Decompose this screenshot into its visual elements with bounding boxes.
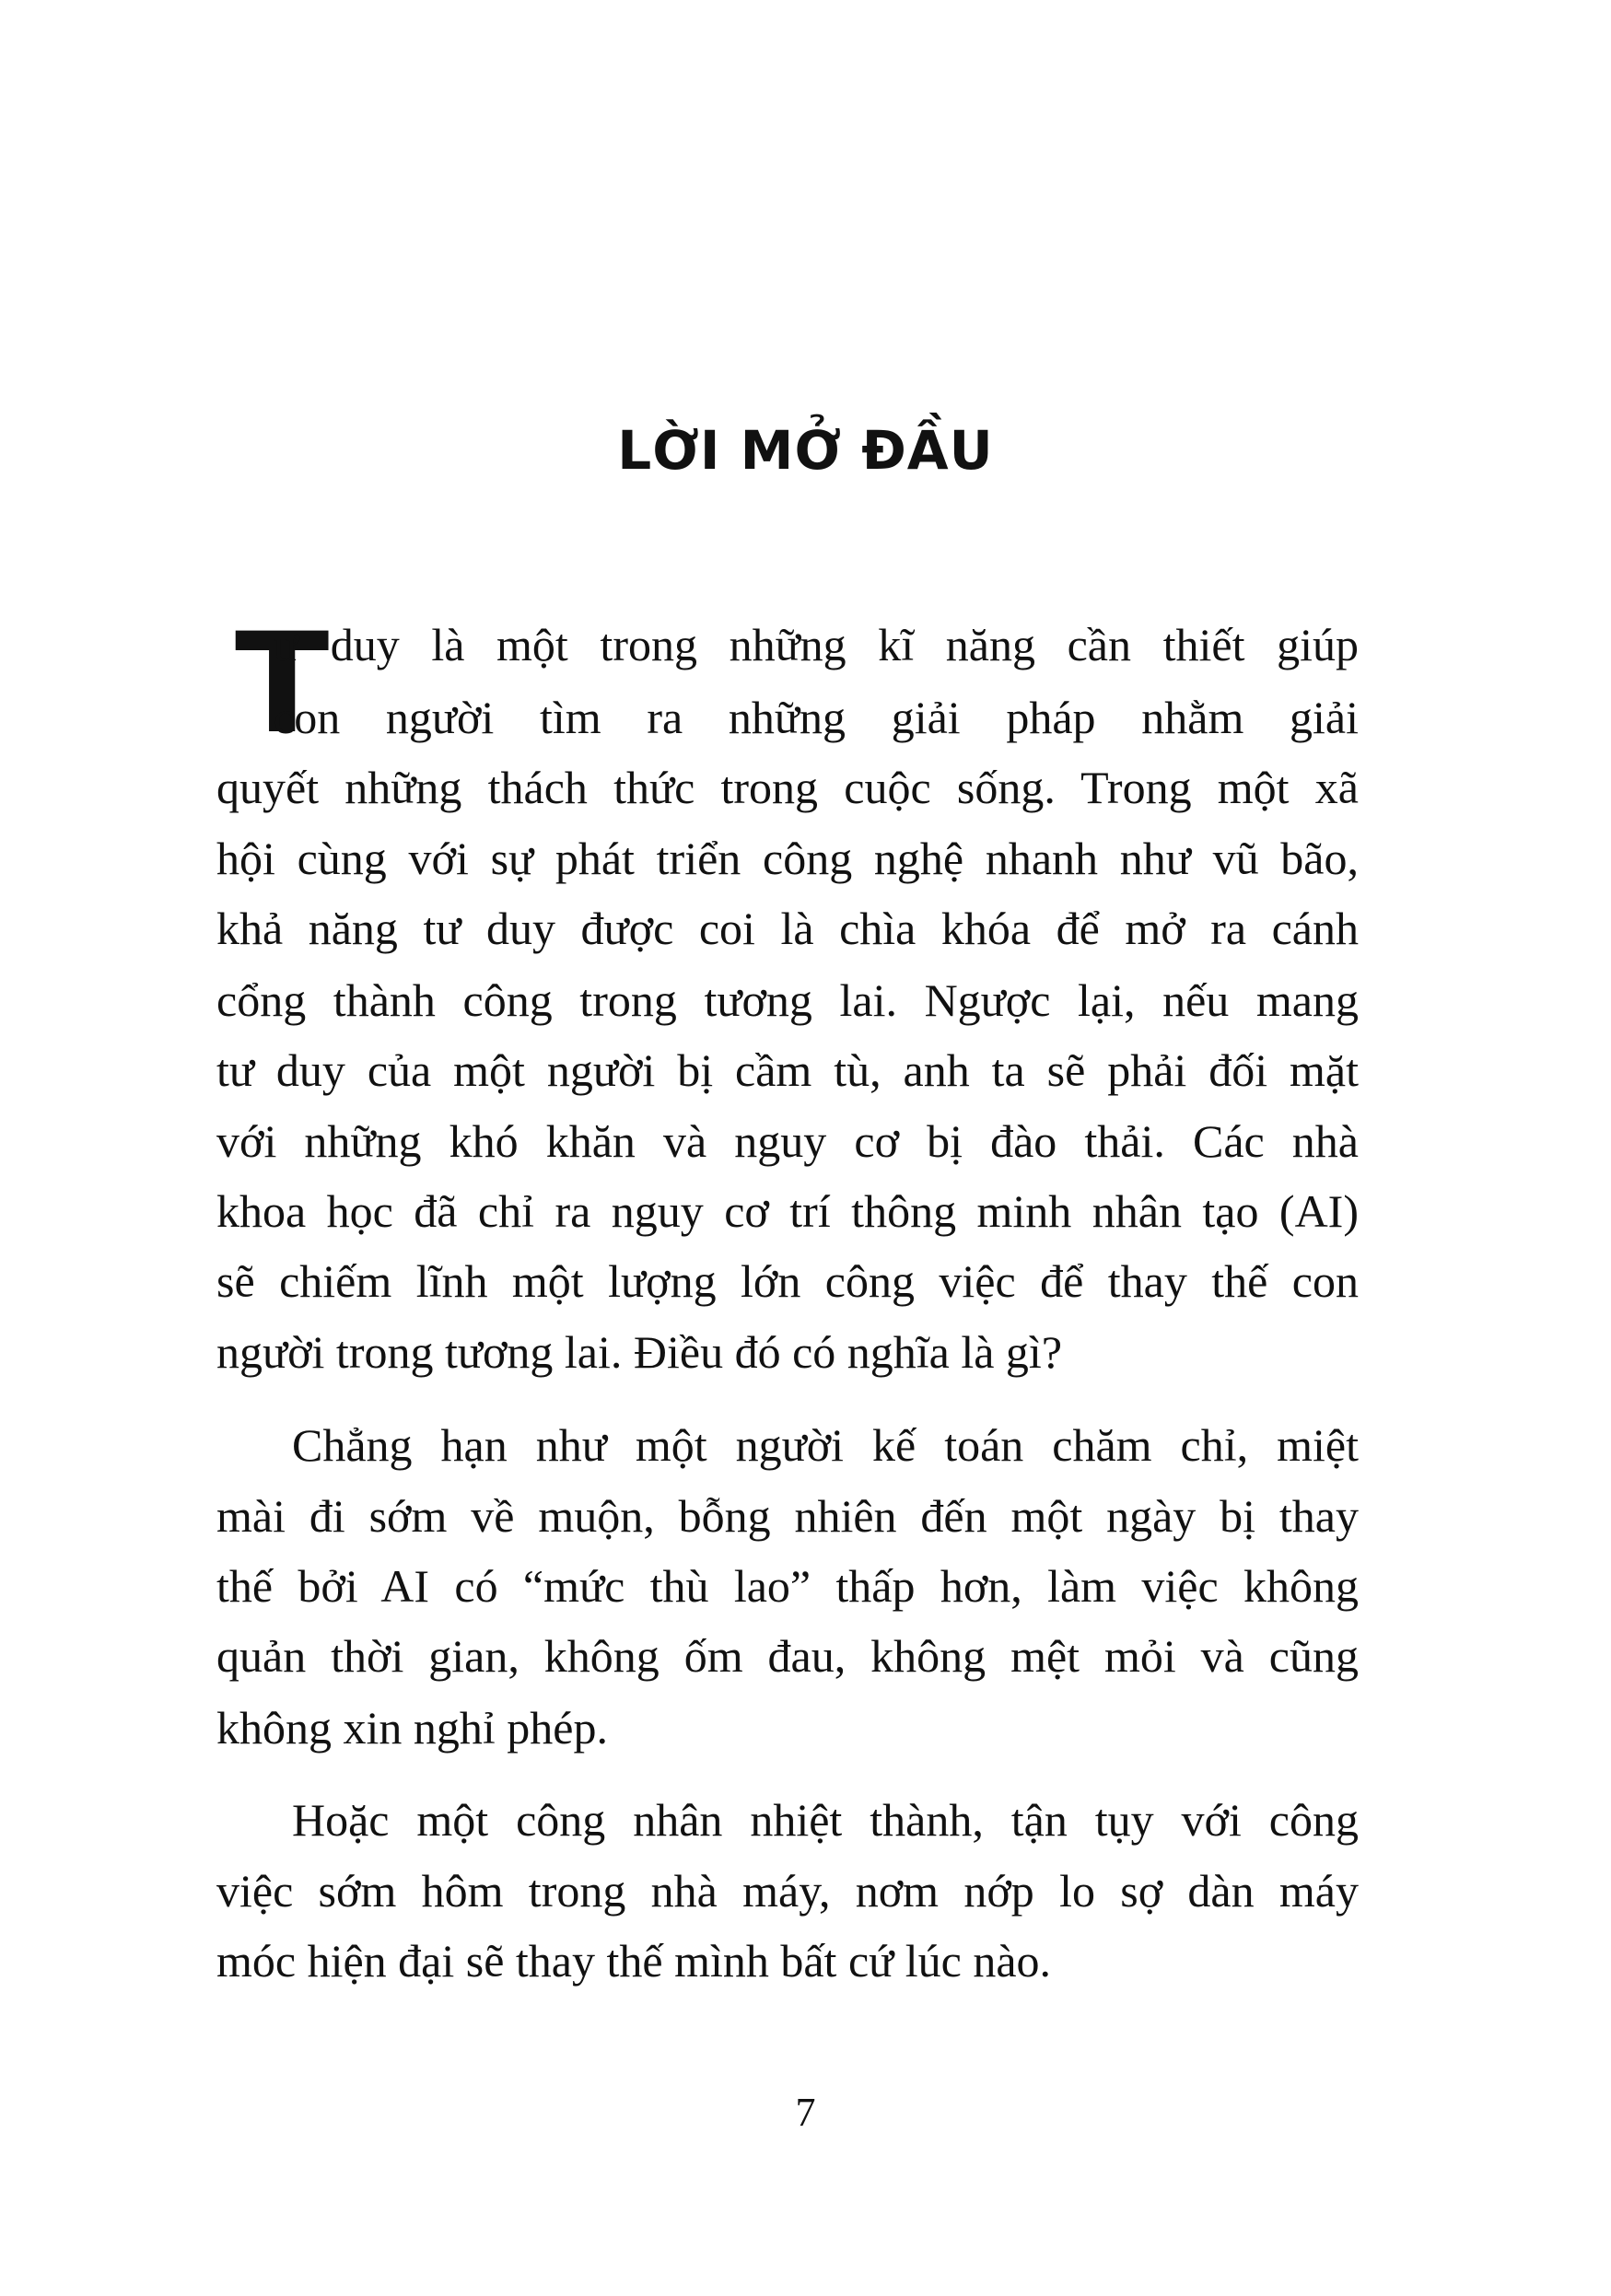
paragraph-1-line: tư duy của một người bị cầm tù, anh ta sẽ phải đối mặt [216,1044,1359,1096]
chapter-title: LỜI MỞ ĐẦU [617,419,994,482]
paragraph-3-line: Hoặc một công nhân nhiệt thành, tận tụy với công [292,1794,1359,1846]
paragraph-3-line: việc sớm hôm trong nhà máy, nơm nớp lo sợ dàn máy [216,1865,1359,1917]
paragraph-1-line: quyết những thách thức trong cuộc sống. Trong một xã [216,762,1359,813]
paragraph-1-line: con người tìm ra những giải pháp nhằm giải [274,692,1359,743]
paragraph-2-line: thế bởi AI có “mức thù lao” thấp hơn, làm việc không [216,1560,1359,1612]
paragraph-2-line: quản thời gian, không ốm đau, không mệt mỏi và cũng [216,1630,1359,1682]
paragraph-1-line: ư duy là một trong những kĩ năng cần thiết giúp [274,619,1359,670]
paragraph-1-line: khả năng tư duy được coi là chìa khóa để mở ra cánh [216,903,1359,954]
page-number: 7 [795,2090,816,2135]
paragraph-2-line: không xin nghỉ phép. [216,1702,608,1754]
paragraph-3-line: móc hiện đại sẽ thay thế mình bất cứ lúc nào. [216,1935,1052,1987]
paragraph-1-line: người trong tương lai. Điều đó có nghĩa là gì? [216,1326,1063,1378]
paragraph-1-line: sẽ chiếm lĩnh một lượng lớn công việc để thay thế con [216,1255,1359,1307]
paragraph-2-line: Chẳng hạn như một người kế toán chăm chỉ, miệt [292,1419,1359,1471]
paragraph-1-line: khoa học đã chỉ ra nguy cơ trí thông minh nhân tạo (AI) [216,1185,1359,1237]
paragraph-1-line: hội cùng với sự phát triển công nghệ nhanh như vũ bão, [216,833,1359,884]
paragraph-1-line: cổng thành công trong tương lai. Ngược lại, nếu mang [216,974,1359,1026]
paragraph-1-line: với những khó khăn và nguy cơ bị đào thải. Các nhà [216,1115,1359,1167]
paragraph-2-line: mài đi sớm về muộn, bỗng nhiên đến một ngày bị thay [216,1490,1359,1542]
drop-cap: T [235,604,330,764]
